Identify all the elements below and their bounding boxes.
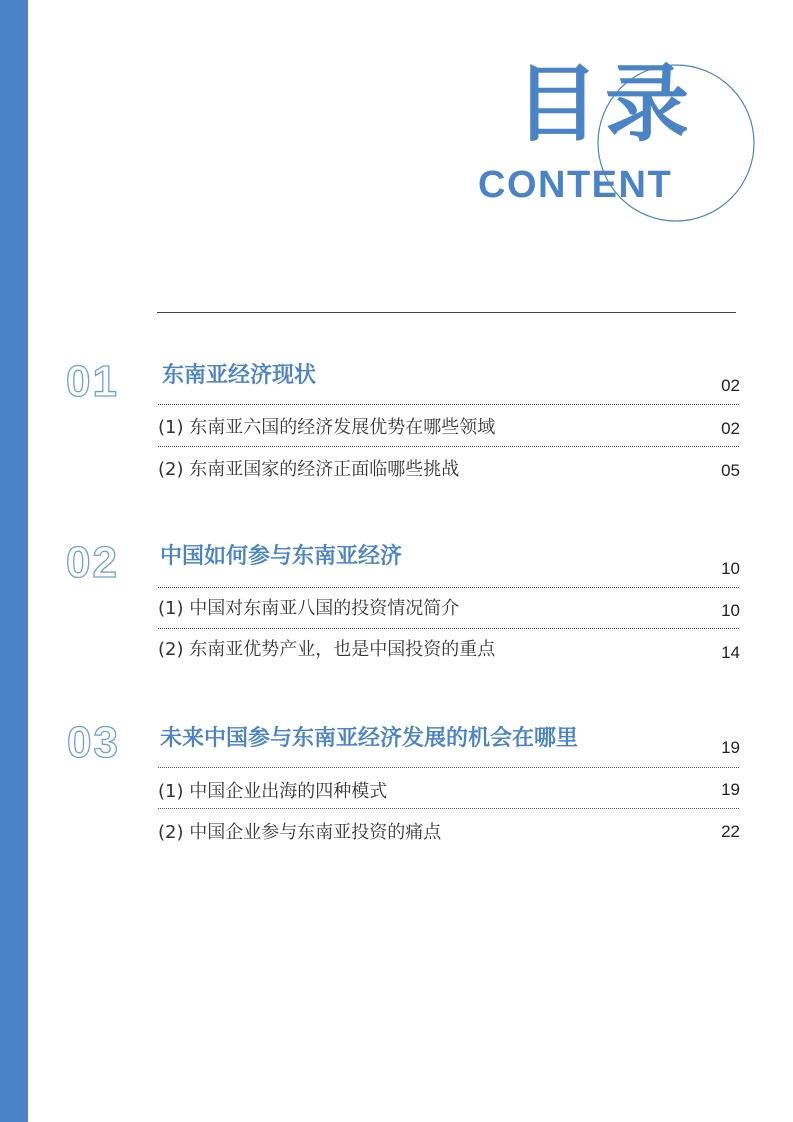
toc-entry[interactable]: (1) 中国对东南亚八国的投资情况简介 <box>158 598 460 619</box>
toc-entry[interactable]: (2) 中国企业参与东南亚投资的痛点 <box>158 822 442 843</box>
toc-entry-page: 14 <box>721 643 740 662</box>
toc-entry-page: 10 <box>721 601 740 620</box>
side-accent-bar <box>0 0 28 1122</box>
page-title: 目录 <box>515 55 696 153</box>
section-page: 19 <box>721 738 740 757</box>
section-title[interactable]: 东南亚经济现状 <box>162 363 317 388</box>
dotted-leader <box>158 404 739 405</box>
dotted-leader <box>158 628 739 629</box>
section-page: 10 <box>721 559 740 578</box>
dotted-leader <box>158 808 739 809</box>
section-number: 02 <box>66 538 119 587</box>
top-divider <box>157 312 736 313</box>
toc-entry-page: 02 <box>721 419 740 438</box>
page-subtitle: CONTENT <box>478 164 673 206</box>
toc-entry-page: 19 <box>721 780 740 799</box>
section-number: 03 <box>67 718 120 767</box>
toc-entry[interactable]: (1) 东南亚六国的经济发展优势在哪些领域 <box>158 417 496 438</box>
toc-entry[interactable]: (1) 中国企业出海的四种模式 <box>158 781 388 802</box>
dotted-leader <box>158 446 739 447</box>
section-page: 02 <box>721 376 740 395</box>
dotted-leader <box>158 767 739 768</box>
section-title[interactable]: 未来中国参与东南亚经济发展的机会在哪里 <box>160 726 579 751</box>
toc-entry[interactable]: (2) 东南亚优势产业，也是中国投资的重点 <box>158 639 496 660</box>
section-title[interactable]: 中国如何参与东南亚经济 <box>160 544 403 569</box>
toc-entry-page: 05 <box>721 461 740 480</box>
dotted-leader <box>158 587 739 588</box>
toc-entry-page: 22 <box>721 822 740 841</box>
section-number: 01 <box>66 357 119 406</box>
toc-entry[interactable]: (2) 东南亚国家的经济正面临哪些挑战 <box>158 459 460 480</box>
